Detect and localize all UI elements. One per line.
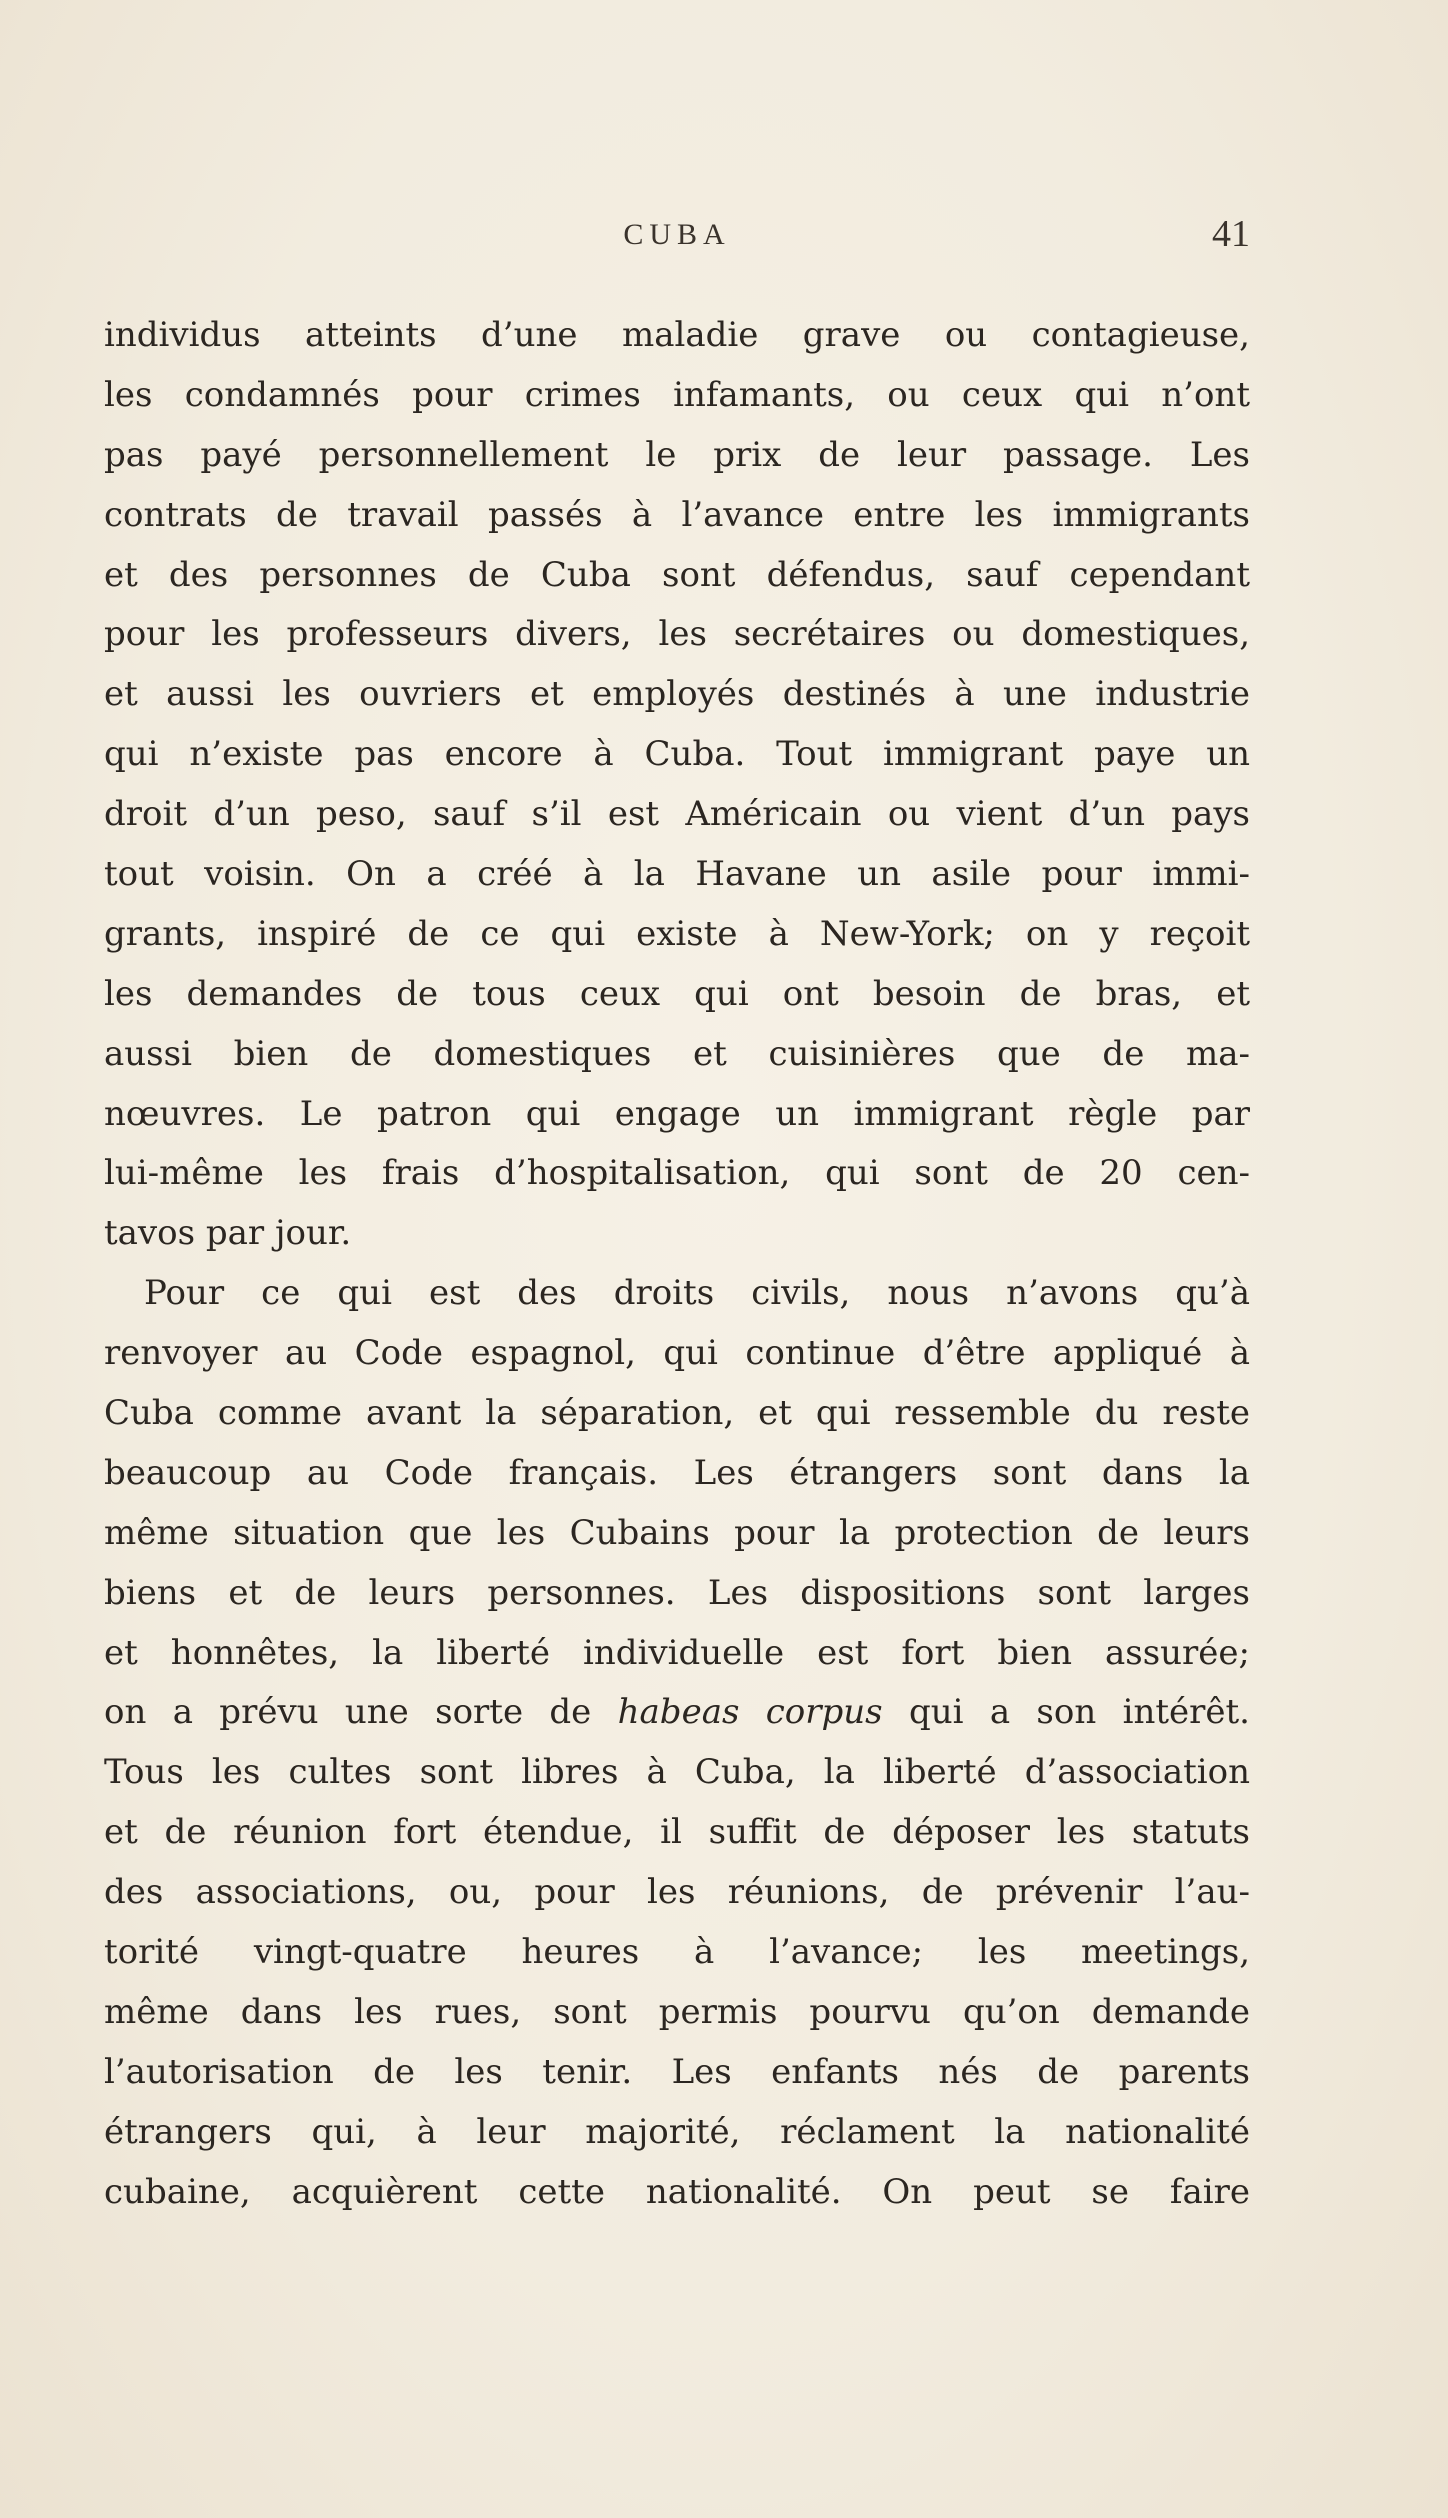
text-line: nœuvres. Le patron qui engage un immigrant règle par bbox=[104, 1093, 1250, 1134]
text-line: les condamnés pour crimes infamants, ou ceux qui n’ont bbox=[104, 374, 1250, 415]
text-line: pour les professeurs divers, les secrétaires ou domestiques, bbox=[104, 614, 1250, 655]
text-line: biens et de leurs personnes. Les dispositions sont larges bbox=[104, 1572, 1250, 1613]
text-line: beaucoup au Code français. Les étrangers sont dans la bbox=[104, 1452, 1250, 1493]
italic-term: habeas corpus bbox=[617, 1692, 883, 1733]
text-line: pas payé personnellement le prix de leur passage. Les bbox=[104, 434, 1250, 475]
text-segment: on a prévu une sorte de bbox=[104, 1692, 618, 1733]
text-line: les demandes de tous ceux qui ont besoin de bras, et bbox=[104, 973, 1250, 1014]
text-line: lui-même les frais d’hospitalisation, qui sont de 20 cen- bbox=[104, 1153, 1250, 1194]
text-segment: qui a son intérêt. bbox=[882, 1692, 1250, 1733]
text-line: tout voisin. On a créé à la Havane un asile pour immi- bbox=[104, 854, 1250, 895]
text-line-paragraph-end: tavos par jour. bbox=[104, 1213, 352, 1254]
text-line: et honnêtes, la liberté individuelle est fort bien assurée; bbox=[104, 1632, 1250, 1673]
text-line: des associations, ou, pour les réunions, de prévenir l’au- bbox=[104, 1872, 1250, 1913]
text-line: individus atteints d’une maladie grave ou contagieuse, bbox=[104, 315, 1250, 355]
text-line: droit d’un peso, sauf s’il est Américain ou vient d’un pays bbox=[104, 794, 1250, 835]
text-line: et des personnes de Cuba sont défendus, sauf cependant bbox=[104, 554, 1250, 595]
text-line: renvoyer au Code espagnol, qui continue d’être appliqué à bbox=[104, 1333, 1250, 1374]
text-line: contrats de travail passés à l’avance entre les immigrants bbox=[104, 494, 1250, 535]
text-line: et aussi les ouvriers et employés destinés à une industrie bbox=[104, 674, 1250, 715]
running-title: CUBA bbox=[623, 218, 731, 251]
text-line: Cuba comme avant la séparation, et qui ressemble du reste bbox=[104, 1393, 1250, 1434]
page-header bbox=[104, 208, 1250, 268]
text-line: même situation que les Cubains pour la protection de leurs bbox=[104, 1512, 1250, 1553]
text-line: qui n’existe pas encore à Cuba. Tout immigrant paye un bbox=[104, 734, 1250, 775]
text-line: torité vingt-quatre heures à l’avance; les meetings, bbox=[104, 1932, 1250, 1973]
text-line: grants, inspiré de ce qui existe à New-York; on y reçoit bbox=[104, 913, 1250, 954]
text-line: et de réunion fort étendue, il suffit de déposer les statuts bbox=[104, 1812, 1250, 1853]
text-line: aussi bien de domestiques et cuisinières que de ma- bbox=[104, 1033, 1250, 1074]
page-number: 41 bbox=[1212, 213, 1250, 255]
body-text bbox=[104, 306, 1250, 2223]
text-line: cubaine, acquièrent cette nationalité. On peut se faire bbox=[104, 2171, 1250, 2212]
text-line: étrangers qui, à leur majorité, réclament la nationalité bbox=[104, 2111, 1250, 2152]
text-line: l’autorisation de les tenir. Les enfants nés de parents bbox=[104, 2051, 1250, 2092]
text-line: même dans les rues, sont permis pourvu qu’on demande bbox=[104, 1991, 1250, 2032]
text-line: Tous les cultes sont libres à Cuba, la liberté d’association bbox=[104, 1752, 1250, 1793]
text-line-with-italic bbox=[104, 1683, 1250, 1743]
text-line-paragraph-start: Pour ce qui est des droits civils, nous n’avons qu’à bbox=[144, 1273, 1250, 1314]
